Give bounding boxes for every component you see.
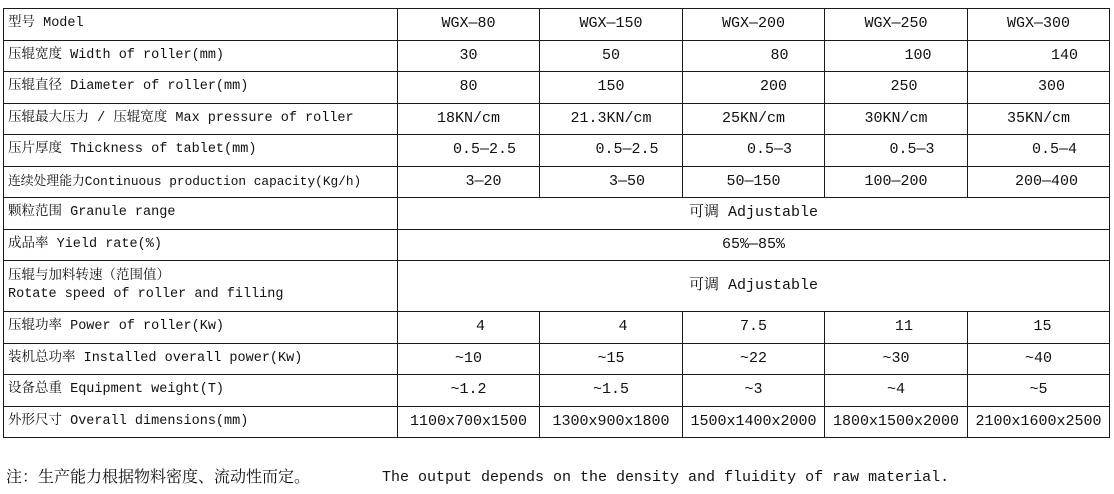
spec-value-wgx-300: 0.5—4 — [968, 135, 1110, 167]
row-installed-power — [4, 343, 1110, 375]
spec-value-wgx-250: 250 — [825, 72, 968, 104]
row-label: 装机总功率 Installed overall power(Kw) — [4, 343, 398, 375]
spec-value-wgx-150: 21.3KN/cm — [540, 103, 683, 135]
spec-value-wgx-200: ~22 — [683, 343, 825, 375]
merged-value: 可调 Adjustable — [398, 198, 1110, 230]
spec-value-wgx-300: 35KN/cm — [968, 103, 1110, 135]
merged-value: 可调 Adjustable — [398, 261, 1110, 312]
spec-value-wgx-80: 0.5—2.5 — [398, 135, 540, 167]
spec-value-wgx-200: 25KN/cm — [683, 103, 825, 135]
footnote — [6, 468, 1006, 488]
spec-value-wgx-150: 3—50 — [540, 166, 683, 198]
spec-value-wgx-250: ~4 — [825, 375, 968, 407]
row-label: 压辊最大压力 / 压辊宽度 Max pressure of roller — [4, 103, 398, 135]
spec-value-wgx-150: 1300x900x1800 — [540, 406, 683, 438]
row-label — [4, 261, 398, 312]
spec-value-wgx-300: 300 — [968, 72, 1110, 104]
row-thickness-of-tablet — [4, 135, 1110, 167]
spec-value-wgx-80: ~1.2 — [398, 375, 540, 407]
spec-value-wgx-250: ~30 — [825, 343, 968, 375]
spec-value-wgx-150: 150 — [540, 72, 683, 104]
footnote-english: The output depends on the density and fluidity of raw material. — [382, 469, 950, 486]
model-wgx-80: WGX—80 — [398, 9, 540, 41]
row-label: 压片厚度 Thickness of tablet(mm) — [4, 135, 398, 167]
row-equipment-weight — [4, 375, 1110, 407]
row-label: 压辊宽度 Width of roller(mm) — [4, 40, 398, 72]
footnote-chinese: 注：生产能力根据物料密度、流动性而定。 — [6, 469, 311, 487]
spec-value-wgx-250: 30KN/cm — [825, 103, 968, 135]
row-yield-rate — [4, 229, 1110, 261]
spec-value-wgx-200: 50—150 — [683, 166, 825, 198]
row-overall-dimensions — [4, 406, 1110, 438]
spec-value-wgx-80: 4 — [398, 312, 540, 344]
spec-value-wgx-250: 100 — [825, 40, 968, 72]
row-label: 设备总重 Equipment weight(T) — [4, 375, 398, 407]
spec-value-wgx-250: 1800x1500x2000 — [825, 406, 968, 438]
spec-value-wgx-200: 80 — [683, 40, 825, 72]
spec-value-wgx-300: ~40 — [968, 343, 1110, 375]
row-diameter-of-roller — [4, 72, 1110, 104]
spec-value-wgx-150: ~1.5 — [540, 375, 683, 407]
header-row — [4, 9, 1110, 41]
row-label: 压辊功率 Power of roller(Kw) — [4, 312, 398, 344]
row-width-of-roller — [4, 40, 1110, 72]
spec-value-wgx-250: 100—200 — [825, 166, 968, 198]
spec-value-wgx-200: 1500x1400x2000 — [683, 406, 825, 438]
spec-value-wgx-150: ~15 — [540, 343, 683, 375]
spec-value-wgx-250: 11 — [825, 312, 968, 344]
model-wgx-250: WGX—250 — [825, 9, 968, 41]
spec-value-wgx-300: 2100x1600x2500 — [968, 406, 1110, 438]
spec-value-wgx-300: 200—400 — [968, 166, 1110, 198]
spec-value-wgx-80: ~10 — [398, 343, 540, 375]
row-label: 连续处理能力Continuous production capacity(Kg/h) — [4, 166, 398, 198]
spec-value-wgx-250: 0.5—3 — [825, 135, 968, 167]
row-label: 成品率 Yield rate(%) — [4, 229, 398, 261]
spec-value-wgx-200: 0.5—3 — [683, 135, 825, 167]
row-label: 外形尺寸 Overall dimensions(mm) — [4, 406, 398, 438]
spec-value-wgx-80: 1100x700x1500 — [398, 406, 540, 438]
spec-value-wgx-150: 4 — [540, 312, 683, 344]
spec-value-wgx-150: 0.5—2.5 — [540, 135, 683, 167]
row-granule-range — [4, 198, 1110, 230]
spec-value-wgx-200: ~3 — [683, 375, 825, 407]
spec-value-wgx-200: 7.5 — [683, 312, 825, 344]
spec-value-wgx-200: 200 — [683, 72, 825, 104]
model-wgx-300: WGX—300 — [968, 9, 1110, 41]
spec-sheet — [3, 8, 1110, 438]
row-label: 颗粒范围 Granule range — [4, 198, 398, 230]
model-wgx-200: WGX—200 — [683, 9, 825, 41]
spec-value-wgx-300: 140 — [968, 40, 1110, 72]
model-wgx-150: WGX—150 — [540, 9, 683, 41]
spec-value-wgx-300: 15 — [968, 312, 1110, 344]
spec-value-wgx-80: 30 — [398, 40, 540, 72]
row-label-english: Rotate speed of roller and filling — [8, 287, 284, 302]
row-production-capacity — [4, 166, 1110, 198]
spec-value-wgx-300: ~5 — [968, 375, 1110, 407]
row-max-pressure — [4, 103, 1110, 135]
spec-value-wgx-80: 18KN/cm — [398, 103, 540, 135]
row-power-of-roller — [4, 312, 1110, 344]
merged-value: 65%—85% — [398, 229, 1110, 261]
row-label: 压辊直径 Diameter of roller(mm) — [4, 72, 398, 104]
row-label-chinese: 压辊与加料转速（范围值） — [8, 269, 170, 284]
spec-value-wgx-80: 80 — [398, 72, 540, 104]
model-label: 型号 Model — [4, 9, 398, 41]
row-rotate-speed — [4, 261, 1110, 312]
spec-value-wgx-150: 50 — [540, 40, 683, 72]
spec-table — [3, 8, 1110, 438]
spec-value-wgx-80: 3—20 — [398, 166, 540, 198]
